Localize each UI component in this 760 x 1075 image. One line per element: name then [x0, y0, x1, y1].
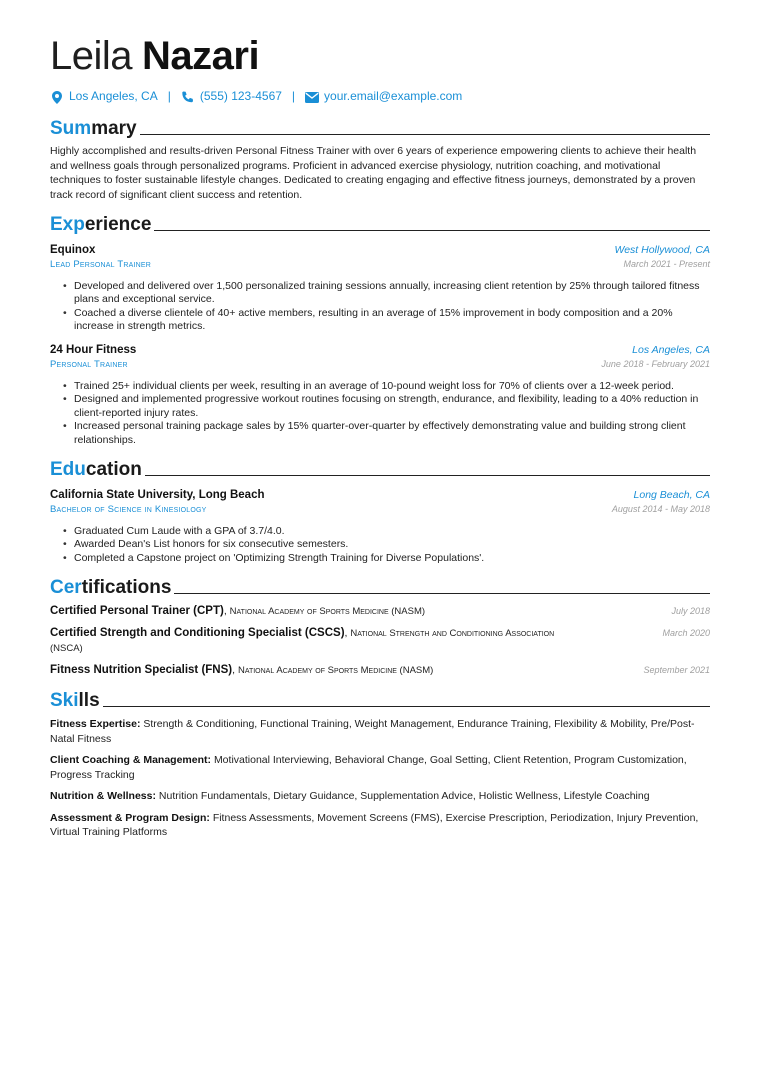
- cert-date: September 2021: [643, 665, 710, 676]
- bullet-list: [63, 525, 710, 566]
- experience-entry: [50, 242, 710, 334]
- cert-issuer: National Strength and Conditioning Association (NSCA): [50, 628, 555, 655]
- section-title: Experience: [50, 214, 152, 235]
- email-text: your.email@example.com: [324, 89, 463, 104]
- envelope-icon: [305, 90, 319, 104]
- cert-issuer: National Academy of Sports Medicine (NASM): [229, 606, 426, 618]
- employer-name: 24 Hour Fitness: [50, 343, 137, 356]
- entry-dates: August 2014 - May 2018: [611, 504, 710, 515]
- cert-date: March 2020: [662, 628, 710, 639]
- bullet-item: • Developed and delivered over 1,500 personalized training sessions annually, increasing client retention by 25% through tailored fitness plans and exceptional service.: [63, 280, 710, 307]
- skill-group: [50, 717, 710, 746]
- education-entry: [50, 487, 710, 565]
- skill-group: [50, 811, 710, 840]
- certification-item: Certified Personal Trainer (CPT), National Academy of Sports Medicine (NASM) July 2018: [50, 605, 710, 618]
- employer-name: Equinox: [50, 244, 96, 256]
- cert-date: July 2018: [671, 606, 710, 617]
- education-heading: [50, 457, 710, 479]
- skill-label: Assessment & Program Design:: [50, 811, 210, 824]
- bullet-item: • Graduated Cum Laude with a GPA of 3.7/4.0.: [63, 525, 710, 539]
- skill-label: Client Coaching & Management:: [50, 754, 212, 767]
- bullet-item: • Awarded Dean's List honors for six consecutive semesters.: [63, 538, 710, 552]
- contact-location: [50, 88, 158, 105]
- contact-line: [50, 88, 710, 106]
- contact-email[interactable]: [305, 88, 462, 105]
- section-title: Education: [50, 459, 142, 481]
- certification-item: Fitness Nutrition Specialist (FNS), National Academy of Sports Medicine (NASM) September 2021: [50, 664, 710, 677]
- certifications-heading: [50, 575, 710, 597]
- bullet-item: • Completed a Capstone project on 'Optimizing Strength Training for Diverse Populations'.: [63, 552, 710, 566]
- bullet-item: • Increased personal training package sales by 15% quarter-over-quarter by effectively demonstrating value and building strong client relationships.: [63, 420, 710, 447]
- bullet-list: [63, 280, 710, 334]
- skill-group: [50, 789, 710, 804]
- job-title: Personal Trainer: [50, 359, 128, 371]
- skill-label: Nutrition & Wellness:: [50, 790, 156, 803]
- entry-location: Long Beach, CA: [633, 489, 710, 502]
- section-title: Skills: [50, 690, 100, 712]
- last-name: Nazari: [142, 34, 260, 78]
- location-text: Los Angeles, CA: [69, 89, 158, 104]
- skill-list: Nutrition Fundamentals, Dietary Guidance, Supplementation Advice, Holistic Wellness, Lifestyle Coaching: [158, 790, 650, 803]
- bullet-item: • Trained 25+ individual clients per week, resulting in an average of 10-pound weight loss for 70% of clients over a 12-week period.: [63, 380, 710, 394]
- school-name: California State University, Long Beach: [50, 489, 265, 502]
- phone-text: (555) 123-4567: [199, 89, 282, 104]
- skill-list: Fitness Assessments, Movement Screens (FMS), Exercise Prescription, Periodization, Injury Prevention, Virtual Training Platforms: [50, 811, 699, 839]
- section-rule: [174, 593, 710, 594]
- contact-separator: |: [167, 89, 171, 104]
- bullet-list: [63, 380, 710, 448]
- section-rule: [140, 134, 710, 135]
- degree-title: Bachelor of Science in Kinesiology: [50, 504, 207, 516]
- summary-text: Highly accomplished and results-driven Personal Fitness Trainer with over 6 years of experience empowering clients to achieve their health and wellness goals through personalized programs. Proficient in advanced exercise physiology, nutrition coaching, and motivational techniques to foster sustainable lifestyle changes. Dedicated to creating engaging and effective fitness journeys, demonstrated by a proven track record of significant client success and retention.: [50, 145, 697, 201]
- contact-separator: |: [291, 89, 296, 104]
- cert-name: Fitness Nutrition Specialist (FNS): [50, 664, 233, 677]
- section-rule: [103, 706, 710, 707]
- section-rule: [154, 230, 710, 231]
- map-marker-icon: [50, 90, 64, 104]
- skill-list: Strength & Conditioning, Functional Training, Weight Management, Endurance Training, Flexibility & Mobility, Pre/Post-Natal Fitness: [50, 718, 695, 745]
- section-title: Certifications: [50, 577, 172, 599]
- summary-heading: [50, 116, 710, 138]
- cert-name: Certified Personal Trainer (CPT): [50, 605, 224, 618]
- phone-icon: [181, 90, 195, 104]
- entry-dates: June 2018 - February 2021: [601, 359, 710, 370]
- experience-entry: [50, 342, 710, 447]
- contact-phone[interactable]: [181, 88, 282, 105]
- first-name: Leila: [50, 34, 133, 78]
- section-rule: [145, 475, 710, 476]
- cert-issuer: National Academy of Sports Medicine (NASM): [237, 665, 434, 677]
- skill-group: [50, 753, 710, 782]
- bullet-item: • Coached a diverse clientele of 40+ active members, resulting in an average of 15% improvement in body composition and a 20% increase in strength metrics.: [63, 307, 710, 334]
- bullet-item: • Designed and implemented progressive workout routines focusing on strength, endurance, and flexibility, leading to a 40% reduction in client-reported injury rates.: [63, 393, 710, 420]
- skill-label: Fitness Expertise:: [50, 718, 141, 731]
- job-title: Lead Personal Trainer: [50, 259, 152, 271]
- section-title: Summary: [50, 118, 137, 139]
- entry-location: Los Angeles, CA: [632, 343, 710, 356]
- skills-heading: [50, 688, 710, 710]
- entry-location: West Hollywood, CA: [614, 244, 710, 256]
- candidate-name: [50, 28, 710, 76]
- skill-list: Motivational Interviewing, Behavioral Change, Goal Setting, Client Retention, Program Customization, Progress Tracking: [50, 754, 687, 781]
- cert-name: Certified Strength and Conditioning Specialist (CSCS): [50, 627, 345, 640]
- entry-dates: March 2021 - Present: [623, 259, 710, 270]
- experience-heading: [50, 212, 710, 234]
- certification-item: Certified Strength and Conditioning Specialist (CSCS), National Strength and Conditioning Association (NSCA) March 2020: [50, 627, 710, 655]
